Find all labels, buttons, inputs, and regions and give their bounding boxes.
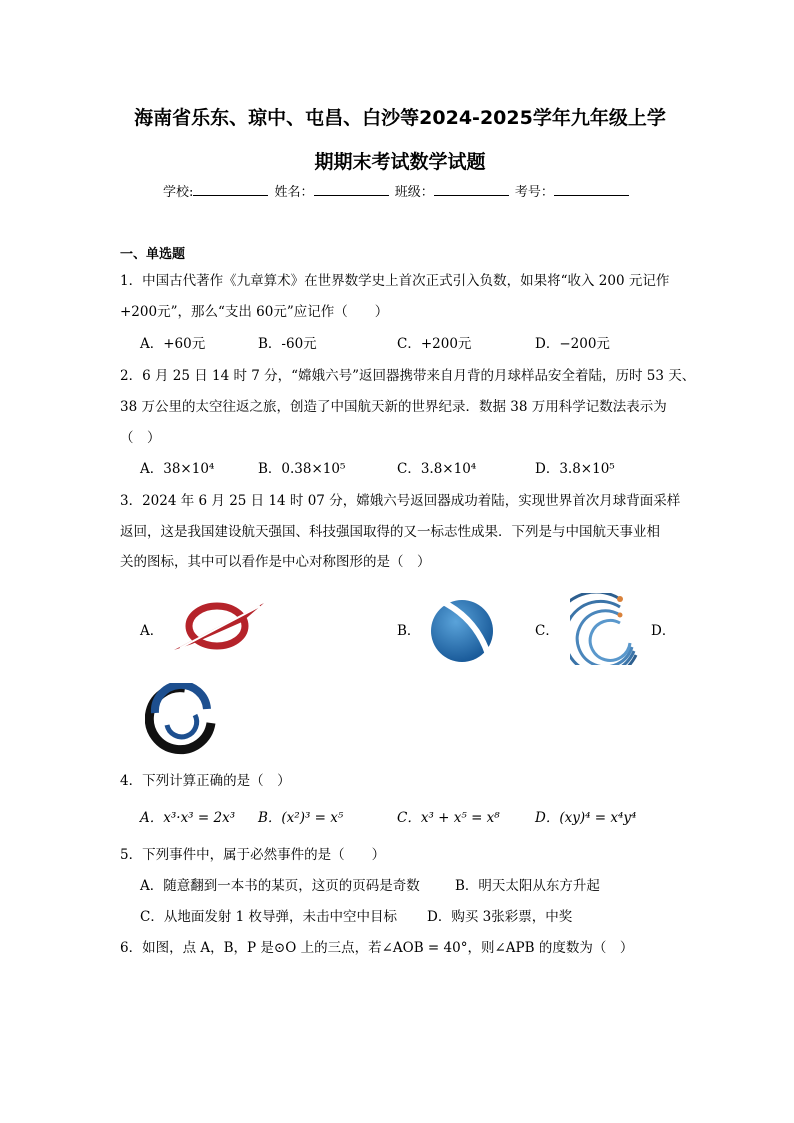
q3-option-a-red-emblem-icon [172, 600, 266, 652]
q3-stem-line3: 关的图标，其中可以看作是中心对称图形的是（ ） [120, 554, 431, 570]
q2-option-c: C．3.8×10⁴ [397, 461, 477, 477]
name-blank [314, 182, 389, 196]
exam-title-line1: 海南省乐东、琼中、屯昌、白沙等2024-2025学年九年级上学 [134, 107, 666, 129]
q3-option-b-label: B． [397, 623, 421, 639]
student-info-fields [163, 181, 631, 200]
exam-number-blank [554, 182, 629, 196]
q4-stem: 4．下列计算正确的是（ ） [120, 773, 291, 789]
q5-option-b: B．明天太阳从东方升起 [455, 878, 600, 894]
q5-option-a: A．随意翻到一本书的某页，这页的页码是奇数 [140, 878, 420, 894]
q1-stem-line1: 1．中国古代著作《九章算术》在世界数学史上首次正式引入负数，如果将“收入 200 元记作 [120, 273, 670, 289]
exam-title-line2: 期期末考试数学试题 [314, 151, 486, 173]
name-label: 姓名： [274, 185, 314, 200]
q2-option-d: D．3.8×10⁵ [535, 461, 615, 477]
q4-option-c: C．x³ + x⁵ = x⁸ [397, 810, 500, 826]
q4-option-a: A．x³·x³ = 2x³ [140, 810, 236, 826]
q3-stem-line1: 3．2024 年 6 月 25 日 14 时 07 分，嫦娥六号返回器成功着陆，实现世界首次月球背面采样 [120, 493, 681, 509]
q3-option-c-orbit-arcs-icon [570, 593, 640, 665]
q3-option-b-blue-sphere-icon [428, 595, 496, 663]
q2-option-b: B．0.38×10⁵ [258, 461, 346, 477]
q1-option-b: B．-60元 [258, 336, 317, 352]
q1-option-d: D．−200元 [535, 336, 610, 352]
q1-option-c: C．+200元 [397, 336, 472, 352]
class-label: 班级： [394, 185, 434, 200]
q2-stem-line3: （ ） [120, 430, 161, 446]
exam-number-label: 考号： [514, 185, 554, 200]
q1-stem-line2: +200元”，那么“支出 60元”应记作（ ） [120, 304, 389, 320]
q5-option-c: C．从地面发射 1 枚导弹，未击中空中目标 [140, 909, 398, 925]
class-blank [434, 182, 509, 196]
q2-stem-line1: 2．6 月 25 日 14 时 7 分，“嫦娥六号”返回器携带来自月背的月球样品安全着陆，历时 53 天、 [120, 368, 696, 384]
q5-option-d: D．购买 3张彩票，中奖 [427, 909, 573, 925]
q6-stem: 6．如图，点 A，B，P 是⊙O 上的三点，若∠AOB = 40°，则∠APB 的度数为（ ） [120, 940, 634, 956]
q4-option-d: D．(xy)⁴ = x⁴y⁴ [535, 810, 637, 826]
q3-option-c-label: C． [535, 623, 559, 639]
q2-option-a: A．38×10⁴ [140, 461, 215, 477]
q4-option-b: B．(x²)³ = x⁵ [258, 810, 344, 826]
q2-stem-line2: 38 万公里的太空往返之旅，创造了中国航天新的世界纪录．数据 38 万用科学记数法表示为 [120, 399, 667, 415]
q3-option-a-label: A． [140, 623, 164, 639]
q5-stem: 5．下列事件中，属于必然事件的是（ ） [120, 847, 386, 863]
section-heading: 一、单选题 [120, 247, 186, 262]
q3-option-d-swirl-emblem-icon [145, 683, 217, 755]
school-blank [193, 182, 268, 196]
q3-option-d-label: D． [651, 623, 676, 639]
q3-stem-line2: 返回，这是我国建设航天强国、科技强国取得的又一标志性成果．下列是与中国航天事业相 [120, 524, 660, 540]
q1-option-a: A．+60元 [140, 336, 206, 352]
school-label: 学校: [163, 185, 194, 200]
